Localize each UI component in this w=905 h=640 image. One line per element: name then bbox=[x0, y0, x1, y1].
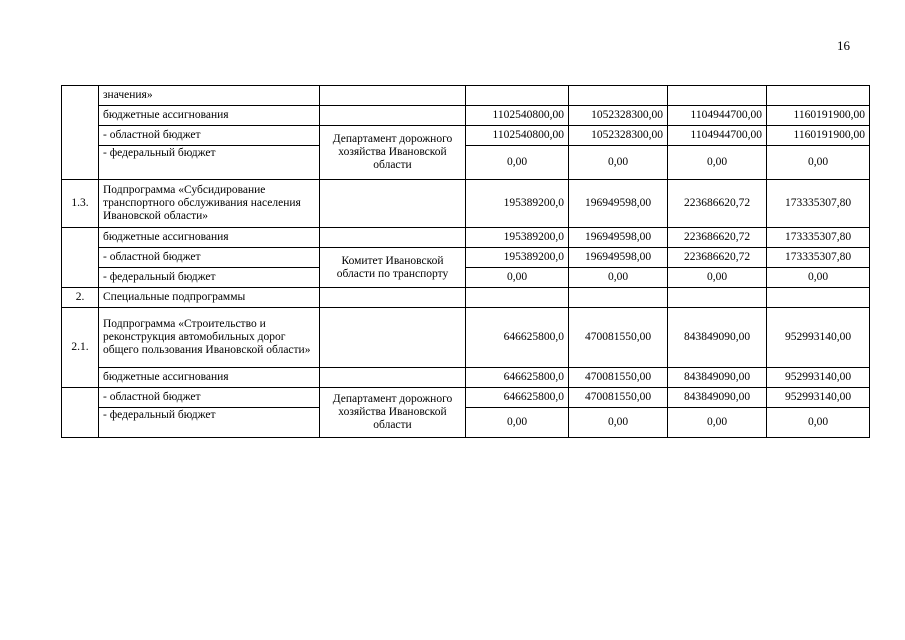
value-cell: 0,00 bbox=[466, 146, 569, 180]
table-row bbox=[62, 368, 870, 388]
value-cell: 952993140,00 bbox=[767, 388, 870, 408]
row-number-cell bbox=[62, 228, 99, 288]
value-cell bbox=[668, 86, 767, 106]
department-cell: Комитет Ивановской области по транспорту bbox=[320, 248, 466, 288]
value-cell: 173335307,80 bbox=[767, 228, 870, 248]
table-row bbox=[62, 146, 870, 180]
value-cell: 646625800,0 bbox=[466, 388, 569, 408]
value-cell: 470081550,00 bbox=[569, 368, 668, 388]
value-cell: 0,00 bbox=[569, 268, 668, 288]
row-number-cell: 2.1. bbox=[62, 308, 99, 388]
value-cell: 843849090,00 bbox=[668, 368, 767, 388]
row-number-cell: 2. bbox=[62, 288, 99, 308]
value-cell: 0,00 bbox=[767, 408, 870, 438]
department-cell bbox=[320, 228, 466, 248]
table-row bbox=[62, 308, 870, 368]
table-row bbox=[62, 288, 870, 308]
value-cell: 843849090,00 bbox=[668, 308, 767, 368]
row-name: бюджетные ассигнования bbox=[99, 106, 320, 126]
value-cell: 173335307,80 bbox=[767, 248, 870, 268]
row-number-cell bbox=[62, 388, 99, 438]
value-cell: 223686620,72 bbox=[668, 228, 767, 248]
value-cell: 1052328300,00 bbox=[569, 126, 668, 146]
row-name: - федеральный бюджет bbox=[99, 146, 320, 180]
department-cell bbox=[320, 106, 466, 126]
value-cell: 195389200,0 bbox=[466, 248, 569, 268]
table-row bbox=[62, 180, 870, 228]
value-cell: 0,00 bbox=[466, 268, 569, 288]
value-cell: 952993140,00 bbox=[767, 368, 870, 388]
row-number-cell: 1.3. bbox=[62, 180, 99, 228]
value-cell: 1102540800,00 bbox=[466, 106, 569, 126]
value-cell: 196949598,00 bbox=[569, 248, 668, 268]
value-cell bbox=[569, 86, 668, 106]
row-name: Специальные подпрограммы bbox=[99, 288, 320, 308]
value-cell: 196949598,00 bbox=[569, 228, 668, 248]
value-cell: 195389200,0 bbox=[466, 228, 569, 248]
value-cell: 952993140,00 bbox=[767, 308, 870, 368]
value-cell: 1104944700,00 bbox=[668, 126, 767, 146]
row-name: бюджетные ассигнования bbox=[99, 228, 320, 248]
value-cell: 646625800,0 bbox=[466, 368, 569, 388]
table-row bbox=[62, 388, 870, 408]
row-name: - областной бюджет bbox=[99, 126, 320, 146]
value-cell: 0,00 bbox=[668, 146, 767, 180]
value-cell: 223686620,72 bbox=[668, 248, 767, 268]
value-cell: 0,00 bbox=[767, 268, 870, 288]
value-cell: 1104944700,00 bbox=[668, 106, 767, 126]
row-name: - федеральный бюджет bbox=[99, 268, 320, 288]
value-cell: 173335307,80 bbox=[767, 180, 870, 228]
value-cell: 196949598,00 bbox=[569, 180, 668, 228]
value-cell: 0,00 bbox=[569, 146, 668, 180]
value-cell bbox=[466, 86, 569, 106]
table-row bbox=[62, 408, 870, 438]
value-cell: 1102540800,00 bbox=[466, 126, 569, 146]
table-row bbox=[62, 86, 870, 106]
value-cell: 1052328300,00 bbox=[569, 106, 668, 126]
value-cell bbox=[569, 288, 668, 308]
department-cell bbox=[320, 180, 466, 228]
value-cell: 0,00 bbox=[569, 408, 668, 438]
value-cell bbox=[767, 86, 870, 106]
department-cell bbox=[320, 368, 466, 388]
row-name: значения» bbox=[99, 86, 320, 106]
value-cell bbox=[466, 288, 569, 308]
value-cell: 470081550,00 bbox=[569, 388, 668, 408]
row-number-cell bbox=[62, 86, 99, 180]
row-name: бюджетные ассигнования bbox=[99, 368, 320, 388]
value-cell: 0,00 bbox=[767, 146, 870, 180]
value-cell: 0,00 bbox=[668, 268, 767, 288]
department-cell: Департамент дорожного хозяйства Ивановской области bbox=[320, 126, 466, 180]
page-number: 16 bbox=[837, 38, 850, 53]
row-name: Подпрограмма «Строительство и реконструкция автомобильных дорог общего пользования Ивановской области» bbox=[99, 308, 320, 368]
table-row bbox=[62, 248, 870, 268]
department-cell bbox=[320, 86, 466, 106]
value-cell: 843849090,00 bbox=[668, 388, 767, 408]
table-row bbox=[62, 126, 870, 146]
value-cell: 646625800,0 bbox=[466, 308, 569, 368]
value-cell: 223686620,72 bbox=[668, 180, 767, 228]
table-row bbox=[62, 106, 870, 126]
value-cell: 195389200,0 bbox=[466, 180, 569, 228]
row-name: - областной бюджет bbox=[99, 248, 320, 268]
department-cell: Департамент дорожного хозяйства Ивановской области bbox=[320, 388, 466, 438]
table-row bbox=[62, 268, 870, 288]
row-name: - федеральный бюджет bbox=[99, 408, 320, 438]
value-cell bbox=[668, 288, 767, 308]
value-cell: 470081550,00 bbox=[569, 308, 668, 368]
value-cell: 0,00 bbox=[466, 408, 569, 438]
value-cell: 1160191900,00 bbox=[767, 126, 870, 146]
value-cell: 0,00 bbox=[668, 408, 767, 438]
table-row bbox=[62, 228, 870, 248]
value-cell bbox=[767, 288, 870, 308]
department-cell bbox=[320, 288, 466, 308]
department-cell bbox=[320, 308, 466, 368]
row-name: - областной бюджет bbox=[99, 388, 320, 408]
row-name: Подпрограмма «Субсидирование транспортного обслуживания населения Ивановской области» bbox=[99, 180, 320, 228]
budget-table bbox=[61, 85, 870, 438]
value-cell: 1160191900,00 bbox=[767, 106, 870, 126]
